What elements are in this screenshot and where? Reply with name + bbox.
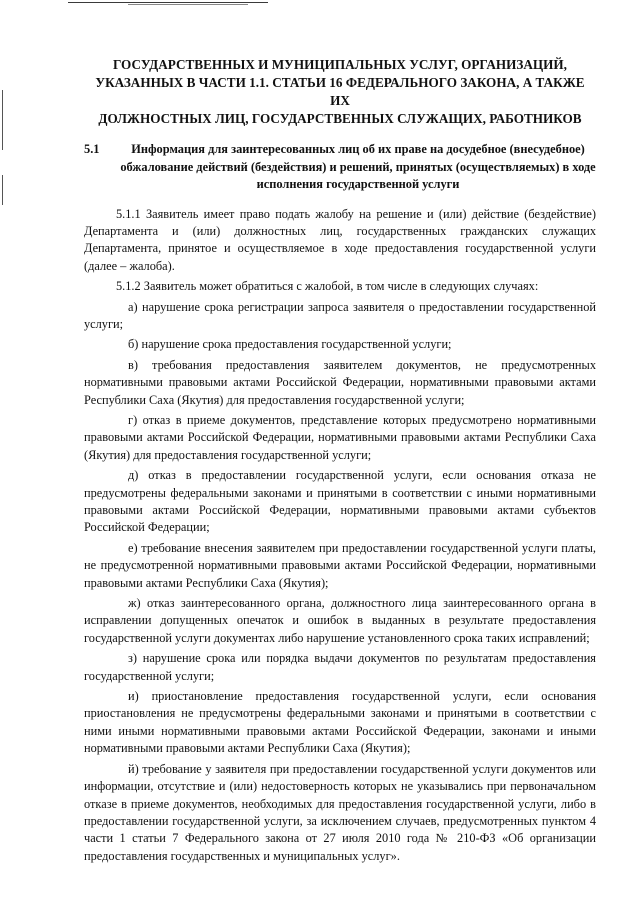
list-item-d: д) отказ в предоставлении государственной услуги, если основания отказа не предусмотрены федеральными законами и принятыми в соответствии с иными нормативными правовыми актами Российской Федерации, нормативными правовыми актами субъектов Российской Федерации; [84,468,596,535]
heading-line: УКАЗАННЫХ В ЧАСТИ 1.1. СТАТЬИ 16 ФЕДЕРАЛЬНОГО ЗАКОНА, А ТАКЖЕ ИХ [95,75,585,108]
heading-line: ДОЛЖНОСТНЫХ ЛИЦ, ГОСУДАРСТВЕННЫХ СЛУЖАЩИХ, РАБОТНИКОВ [98,111,582,126]
list-item-v: в) требования предоставления заявителем документов, не предусмотренных нормативными правовыми актами Российской Федерации, нормативными правовыми актами Республики Саха (Якутия) для предоставления государственной услуги; [84,357,596,407]
list-item-g: г) отказ в приеме документов, представление которых предусмотрено нормативными правовыми актами Российской Федерации, нормативными правовыми актами Республики Саха (Якутия) для предоставления государственной услуги; [84,412,596,462]
list-item-i: и) приостановление предоставления государственной услуги, если основания приостановления не предусмотрены федеральными законами и принятыми в соответствии с ними иными нормативными правовыми актами Российской Федерации, законами и иными нормативными правовыми актами Республики Саха (Якутия); [84,689,596,756]
scan-margin-mark [2,90,3,150]
scan-artifact-line [128,4,248,5]
section-title-text: Информация для заинтересованных лиц об их праве на досудебное (внесудебное) обжалование действий (бездействия) и решений, принятых (осуществляемых) в ходе исполнения государственной услуги [120,142,596,191]
list-item-iy: й) требование у заявителя при предоставлении государственной услуги документов или информации, отсутствие и (или) недостоверность которых не указывались при первоначальном отказе в приеме документов, необходимых для предоставления государственной услуги, либо в предоставлении государственной услуги, за исключением случаев, предусмотренных пунктом 4 части 1 статьи 7 Федерального закона от 27 июля 2010 года № 210-ФЗ «Об организации предоставления государственных и муниципальных услуг». [84,761,596,863]
section-number: 5.1 [84,142,100,156]
scan-artifact-line [68,2,268,3]
paragraph-5-1-2: 5.1.2 Заявитель может обратиться с жалобой, в том числе в следующих случаях: [116,279,539,294]
list-item-z: з) нарушение срока или порядка выдачи документов по результатам предоставления государственной услуги; [84,651,596,683]
document-page [84,56,596,868]
scan-margin-mark [2,175,3,205]
list-item-b: б) нарушение срока предоставления государственной услуги; [128,337,452,352]
list-item-zh: ж) отказ заинтересованного органа, должностного лица заинтересованного органа в исправлении допущенных опечаток и ошибок в выданных в результате предоставления государственной услуги документах либо нарушение установленного срока таких исправлений; [84,596,596,645]
section-title [84,141,596,194]
paragraph-5-1-1: 5.1.1 Заявитель имеет право подать жалобу на решение и (или) действие (бездействие) Департамента и (или) должностных лиц, государственных гражданских служащих Департамента, принятое и осуществляемое в ходе предоставления государственной услуги (далее – жалоба). [84,206,596,273]
heading-line: ГОСУДАРСТВЕННЫХ И МУНИЦИПАЛЬНЫХ УСЛУГ, ОРГАНИЗАЦИЙ, [113,57,567,72]
document-heading [84,56,596,128]
list-item-a: а) нарушение срока регистрации запроса заявителя о предоставлении государственной услуги; [84,299,596,331]
list-item-e: е) требование внесения заявителем при предоставлении государственной услуги платы, не предусмотренной нормативными правовыми актами Российской Федерации, нормативными правовыми актами Республики Саха (Якутия); [84,540,596,590]
